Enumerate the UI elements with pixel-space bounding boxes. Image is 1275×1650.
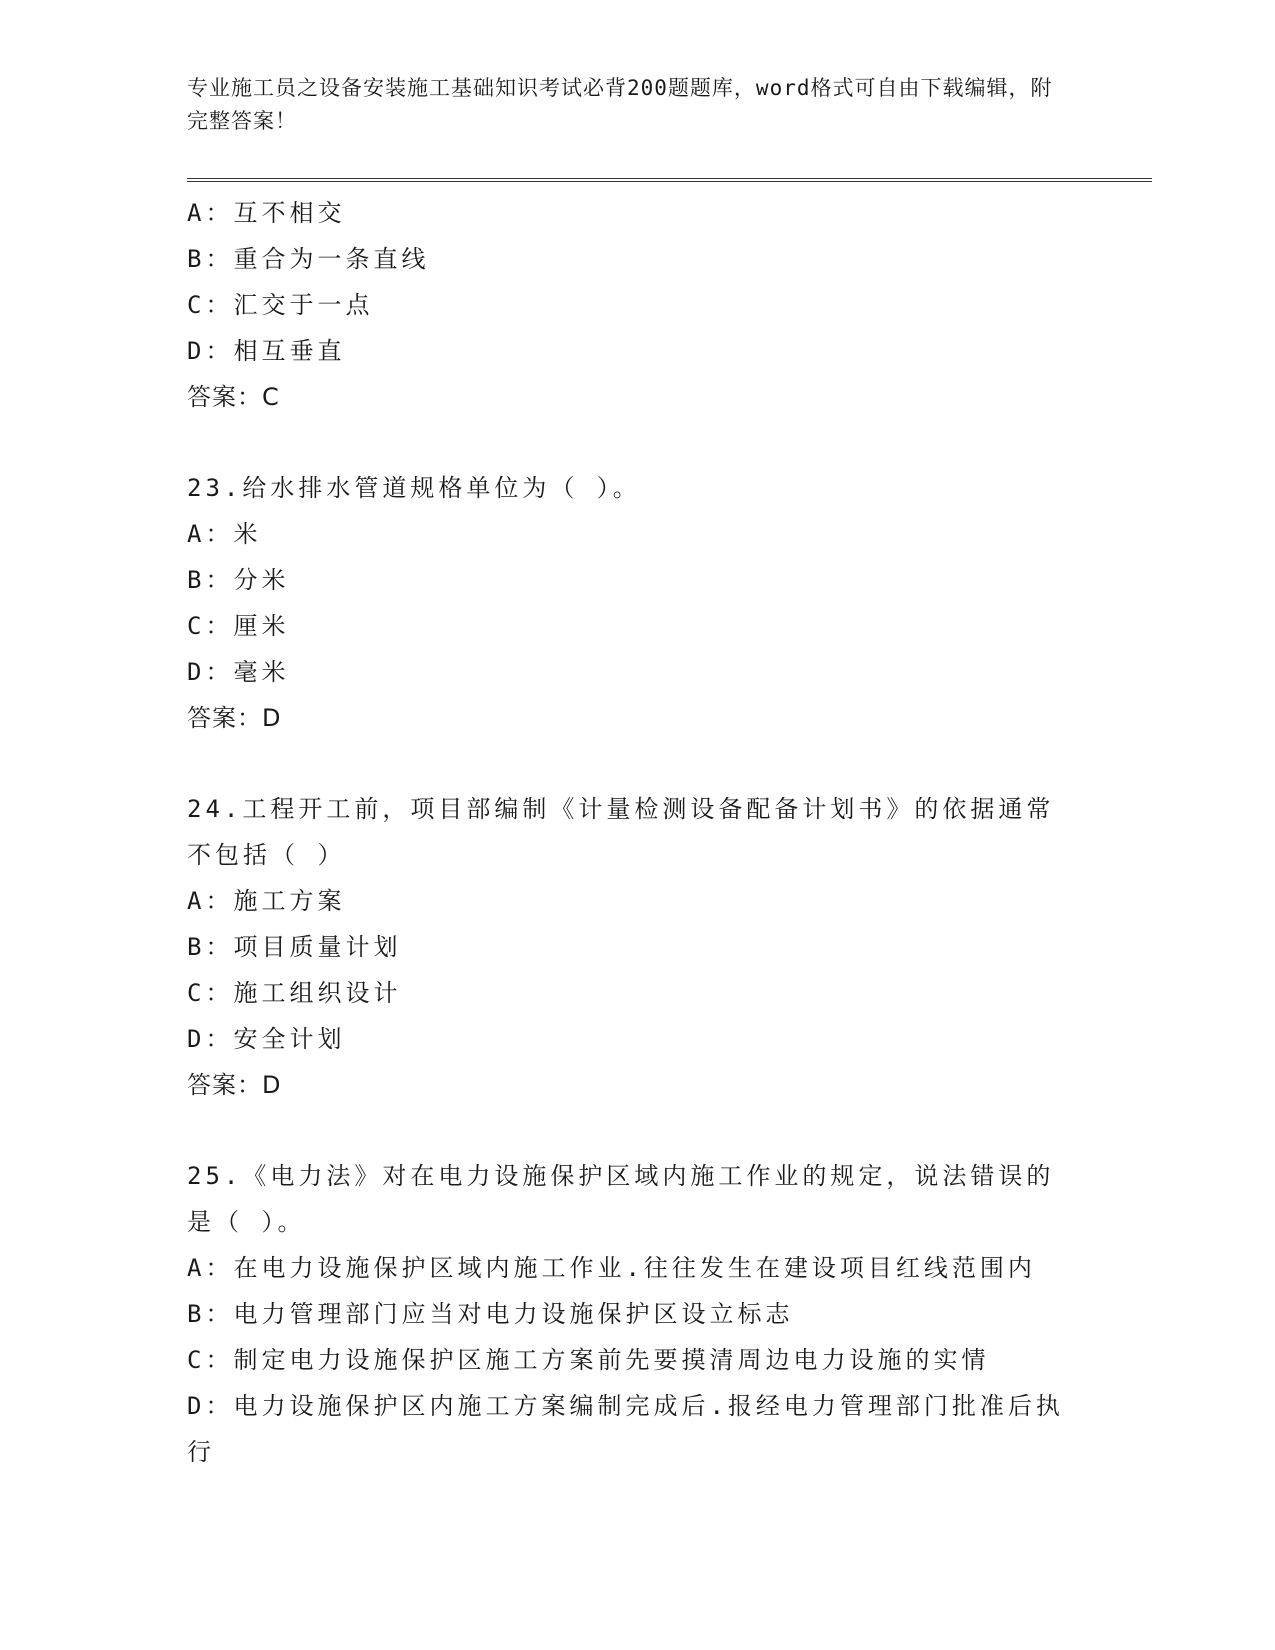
option-c: C：汇交于一点 xyxy=(187,291,374,319)
option-a: A：互不相交 xyxy=(187,199,346,227)
option-b: B：项目质量计划 xyxy=(187,933,402,961)
question-block-23 xyxy=(187,465,1087,741)
option-c: C：制定电力设施保护区施工方案前先要摸清周边电力设施的实情 xyxy=(187,1346,990,1374)
question-text: 24.工程开工前，项目部编制《计量检测设备配备计划书》的依据通常不包括（ ） xyxy=(187,795,1055,869)
option-d: D：相互垂直 xyxy=(187,337,346,365)
option-a: A：在电力设施保护区域内施工作业.往往发生在建设项目红线范围内 xyxy=(187,1254,1036,1282)
option-d: D：毫米 xyxy=(187,658,290,686)
document-page xyxy=(187,0,1147,1650)
answer: 答案：C xyxy=(187,383,280,411)
option-b: B：重合为一条直线 xyxy=(187,245,430,273)
document-header: 专业施工员之设备安装施工基础知识考试必背200题题库，word格式可自由下载编辑，附完整答案！ xyxy=(187,76,1053,133)
question-text: 25.《电力法》对在电力设施保护区域内施工作业的规定，说法错误的是（ ）。 xyxy=(187,1162,1055,1236)
header-divider xyxy=(187,178,1152,182)
option-b: B：电力管理部门应当对电力设施保护区设立标志 xyxy=(187,1300,794,1328)
answer: 答案：D xyxy=(187,704,282,732)
option-a: A：施工方案 xyxy=(187,887,346,915)
option-d: D：电力设施保护区内施工方案编制完成后.报经电力管理部门批准后执行 xyxy=(187,1392,1064,1466)
option-c: C：施工组织设计 xyxy=(187,979,402,1007)
option-a: A：米 xyxy=(187,520,262,548)
question-list xyxy=(187,190,1087,1475)
answer: 答案：D xyxy=(187,1071,282,1099)
option-b: B：分米 xyxy=(187,566,290,594)
option-c: C：厘米 xyxy=(187,612,290,640)
question-block-25 xyxy=(187,1153,1087,1475)
question-block-24 xyxy=(187,786,1087,1108)
question-text: 23.给水排水管道规格单位为（ ）。 xyxy=(187,474,641,502)
option-d: D：安全计划 xyxy=(187,1025,346,1053)
question-block-22 xyxy=(187,190,1087,420)
